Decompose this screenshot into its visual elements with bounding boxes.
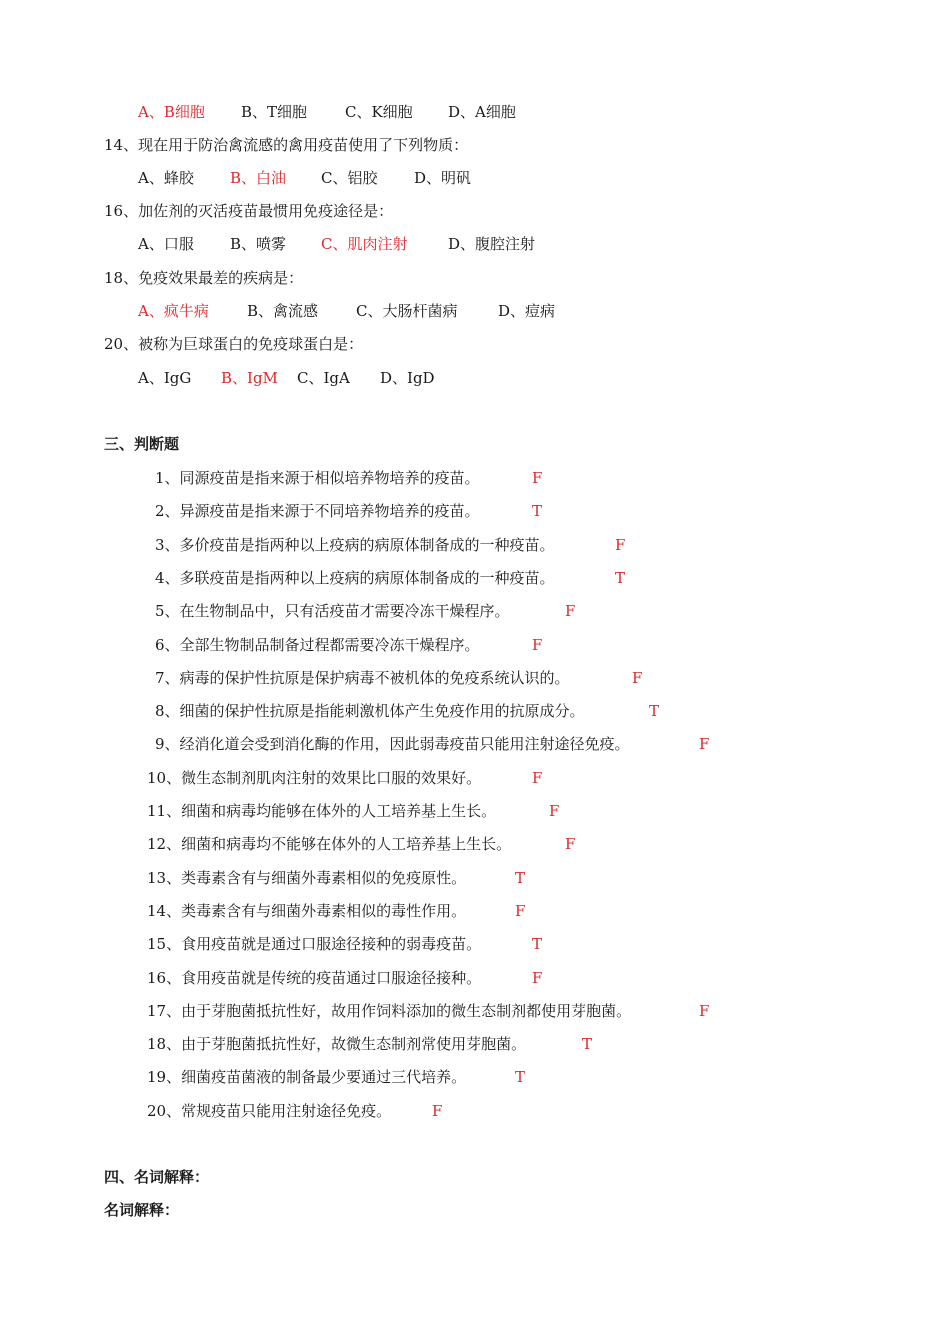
tf-item-4-text: 4、多联疫苗是指两种以上疫病的病原体制备成的一种疫苗。 [155,569,555,587]
terms-subheading: 名词解释： [104,1201,180,1219]
q14-option-a: A、蜂胶 [138,169,194,187]
tf-item-16-answer: F [532,969,543,987]
tf-item-20-text: 20、常规疫苗只能用注射途径免疫。 [147,1102,392,1120]
q18-option-d: D、痘病 [498,302,556,320]
q16-option-b: B、喷雾 [230,235,287,253]
section-heading-terms: 四、名词解释： [104,1168,210,1186]
tf-item-7-text: 7、病毒的保护性抗原是保护病毒不被机体的免疫系统认识的。 [155,669,570,687]
tf-item-1-answer: F [532,469,543,487]
q14-option-d: D、明矾 [414,169,472,187]
q18-option-a: A、疯牛病 [138,302,209,320]
tf-item-15-text: 15、食用疫苗就是通过口服途径接种的弱毒疫苗。 [147,935,482,953]
q14-option-b: B、白油 [230,169,287,187]
tf-item-9-text: 9、经消化道会受到消化酶的作用，因此弱毒疫苗只能用注射途径免疫。 [155,735,630,753]
tf-item-19-text: 19、细菌疫苗菌液的制备最少要通过三代培养。 [147,1068,467,1086]
q20-option-b: B、IgM [221,369,278,387]
tf-item-8-text: 8、细菌的保护性抗原是指能刺激机体产生免疫作用的抗原成分。 [155,702,585,720]
q16-question: 16、加佐剂的灭活疫苗最惯用免疫途径是： [104,202,394,220]
tf-item-2-answer: T [532,502,543,520]
q12-option-b: B、T细胞 [241,103,308,121]
tf-item-14-text: 14、类毒素含有与细菌外毒素相似的毒性作用。 [147,902,467,920]
tf-item-17-answer: F [699,1002,710,1020]
q20-option-a: A、IgG [138,369,192,387]
tf-item-10-answer: F [532,769,543,787]
q12-option-d: D、A细胞 [448,103,516,121]
q14-question: 14、现在用于防治禽流感的禽用疫苗使用了下列物质： [104,136,469,154]
tf-item-8-answer: T [649,702,660,720]
section-heading-true-false: 三、判断题 [104,435,180,453]
tf-item-19-answer: T [515,1068,526,1086]
tf-item-17-text: 17、由于芽胞菌抵抗性好，故用作饲料添加的微生态制剂都使用芽胞菌。 [147,1002,632,1020]
q12-option-a: A、B细胞 [138,103,205,121]
tf-item-15-answer: T [532,935,543,953]
tf-item-5-answer: F [565,602,576,620]
tf-item-6-answer: F [532,636,543,654]
q14-option-c: C、铝胶 [321,169,378,187]
q16-option-a: A、口服 [138,235,194,253]
tf-item-12-text: 12、细菌和病毒均不能够在体外的人工培养基上生长。 [147,835,512,853]
tf-item-7-answer: F [632,669,643,687]
tf-item-13-answer: T [515,869,526,887]
q18-question: 18、免疫效果最差的疾病是： [104,269,304,287]
tf-item-18-answer: T [582,1035,593,1053]
tf-item-9-answer: F [699,735,710,753]
tf-item-12-answer: F [565,835,576,853]
q20-option-d: D、IgD [380,369,435,387]
tf-item-11-answer: F [549,802,560,820]
tf-item-5-text: 5、在生物制品中，只有活疫苗才需要冷冻干燥程序。 [155,602,510,620]
tf-item-2-text: 2、异源疫苗是指来源于不同培养物培养的疫苗。 [155,502,480,520]
q16-option-c: C、肌肉注射 [321,235,408,253]
tf-item-4-answer: T [615,569,626,587]
tf-item-20-answer: F [432,1102,443,1120]
tf-item-10-text: 10、微生态制剂肌肉注射的效果比口服的效果好。 [147,769,482,787]
tf-item-14-answer: F [515,902,526,920]
tf-item-3-answer: F [615,536,626,554]
q12-option-c: C、K细胞 [345,103,413,121]
tf-item-18-text: 18、由于芽胞菌抵抗性好，故微生态制剂常使用芽胞菌。 [147,1035,527,1053]
tf-item-1-text: 1、同源疫苗是指来源于相似培养物培养的疫苗。 [155,469,480,487]
q20-question: 20、被称为巨球蛋白的免疫球蛋白是： [104,335,364,353]
tf-item-3-text: 3、多价疫苗是指两种以上疫病的病原体制备成的一种疫苗。 [155,536,555,554]
tf-item-11-text: 11、细菌和病毒均能够在体外的人工培养基上生长。 [147,802,497,820]
q20-option-c: C、IgA [297,369,350,387]
q16-option-d: D、腹腔注射 [448,235,536,253]
q18-option-c: C、大肠杆菌病 [356,302,458,320]
q18-option-b: B、禽流感 [247,302,319,320]
tf-item-16-text: 16、食用疫苗就是传统的疫苗通过口服途径接种。 [147,969,482,987]
tf-item-6-text: 6、全部生物制品制备过程都需要冷冻干燥程序。 [155,636,480,654]
tf-item-13-text: 13、类毒素含有与细菌外毒素相似的免疫原性。 [147,869,467,887]
